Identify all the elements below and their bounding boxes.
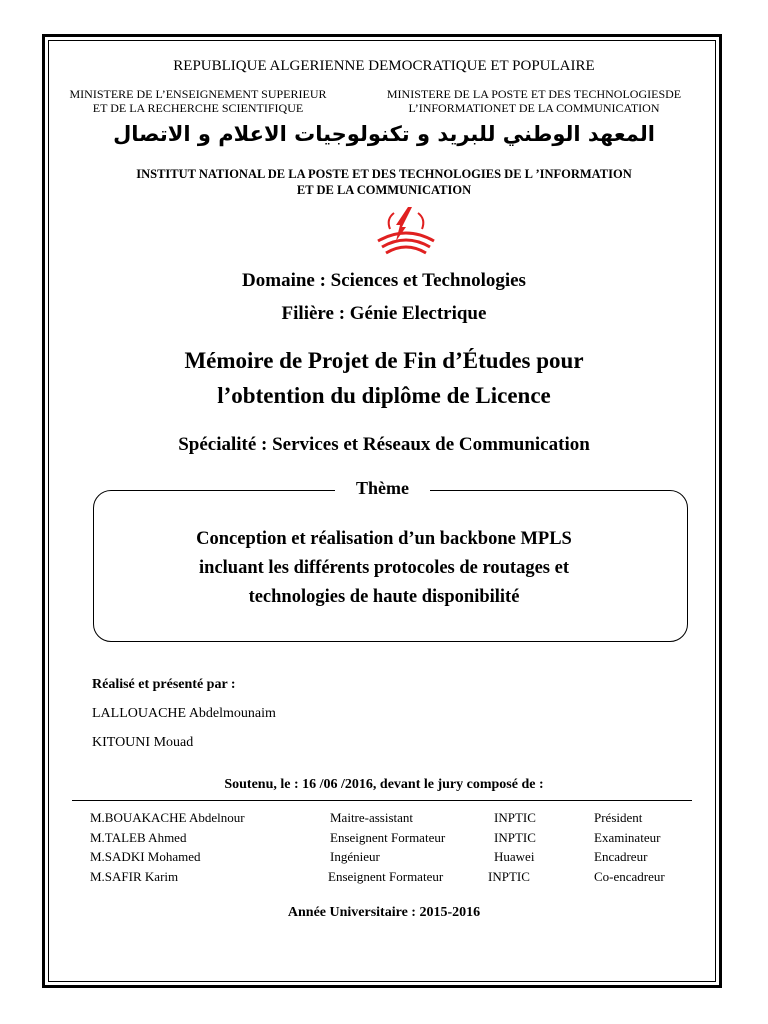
inptic-logo-icon bbox=[372, 205, 440, 255]
jury-row bbox=[0, 869, 768, 887]
institute-line-1: INSTITUT NATIONAL DE LA POSTE ET DES TECHNOLOGIES DE L ’INFORMATION bbox=[136, 167, 632, 181]
jury-member-institution: INPTIC bbox=[488, 869, 530, 884]
ministry-right-line-1: MINISTERE DE LA POSTE ET DES TECHNOLOGIESDE bbox=[386, 87, 682, 101]
institute-name bbox=[0, 166, 768, 198]
jury-member-role: Encadreur bbox=[594, 849, 648, 864]
jury-member-institution: INPTIC bbox=[494, 830, 536, 845]
specialite-line: Spécialité : Services et Réseaux de Communication bbox=[178, 434, 590, 455]
jury-member-role: Président bbox=[594, 810, 643, 825]
jury-member-institution: Huawei bbox=[494, 849, 535, 864]
institute-line-2: ET DE LA COMMUNICATION bbox=[296, 183, 472, 197]
filiere-line: Filière : Génie Electrique bbox=[281, 303, 487, 324]
jury-member-role: Examinateur bbox=[594, 830, 661, 845]
jury-row bbox=[0, 849, 768, 867]
jury-member-grade: Enseignent Formateur bbox=[330, 830, 446, 845]
theme-line-2: incluant les différents protocoles de routages et bbox=[199, 558, 569, 578]
theme-label: Thème bbox=[335, 478, 430, 499]
jury-row bbox=[0, 810, 768, 828]
jury-member-name: M.TALEB Ahmed bbox=[90, 830, 187, 845]
student-name: KITOUNI Mouad bbox=[92, 735, 194, 750]
jury-member-grade: Maitre-assistant bbox=[330, 810, 414, 825]
memoire-line-1: Mémoire de Projet de Fin d’Études pour bbox=[184, 348, 584, 373]
memoire-title bbox=[0, 343, 768, 413]
jury-member-grade: Ingénieur bbox=[330, 849, 380, 864]
jury-divider bbox=[72, 800, 692, 801]
ministry-right-line-2: L’INFORMATIONET DE LA COMMUNICATION bbox=[408, 101, 660, 115]
defense-date-line: Soutenu, le : 16 /06 /2016, devant le jury composé de : bbox=[224, 777, 544, 792]
theme-text bbox=[0, 525, 768, 612]
ministry-left-line-2: ET DE LA RECHERCHE SCIENTIFIQUE bbox=[92, 101, 304, 115]
jury-member-grade: Enseignent Formateur bbox=[328, 869, 444, 884]
ministry-left-line-1: MINISTERE DE L’ENSEIGNEMENT SUPERIEUR bbox=[69, 87, 327, 101]
institute-arabic-name: المعهد الوطني للبريد و تكنولوجيات الاعلام و الاتصال bbox=[113, 122, 655, 146]
ministry-post-technologies bbox=[370, 87, 698, 115]
academic-year: Année Universitaire : 2015-2016 bbox=[287, 905, 481, 920]
republic-title: REPUBLIQUE ALGERIENNE DEMOCRATIQUE ET POPULAIRE bbox=[173, 58, 595, 74]
jury-member-name: M.BOUAKACHE Abdelnour bbox=[90, 810, 245, 825]
jury-member-name: M.SADKI Mohamed bbox=[90, 849, 201, 864]
theme-line-1: Conception et réalisation d’un backbone MPLS bbox=[196, 529, 572, 549]
jury-member-role: Co-encadreur bbox=[594, 869, 665, 884]
jury-member-institution: INPTIC bbox=[494, 810, 536, 825]
jury-member-name: M.SAFIR Karim bbox=[90, 869, 179, 884]
theme-line-3: technologies de haute disponibilité bbox=[248, 587, 520, 607]
jury-row bbox=[0, 830, 768, 848]
ministry-higher-education bbox=[58, 87, 338, 115]
memoire-line-2: l’obtention du diplôme de Licence bbox=[217, 383, 551, 408]
realise-label: Réalisé et présenté par : bbox=[92, 677, 236, 692]
domaine-line: Domaine : Sciences et Technologies bbox=[242, 270, 526, 291]
student-name: LALLOUACHE Abdelmounaim bbox=[92, 706, 276, 721]
